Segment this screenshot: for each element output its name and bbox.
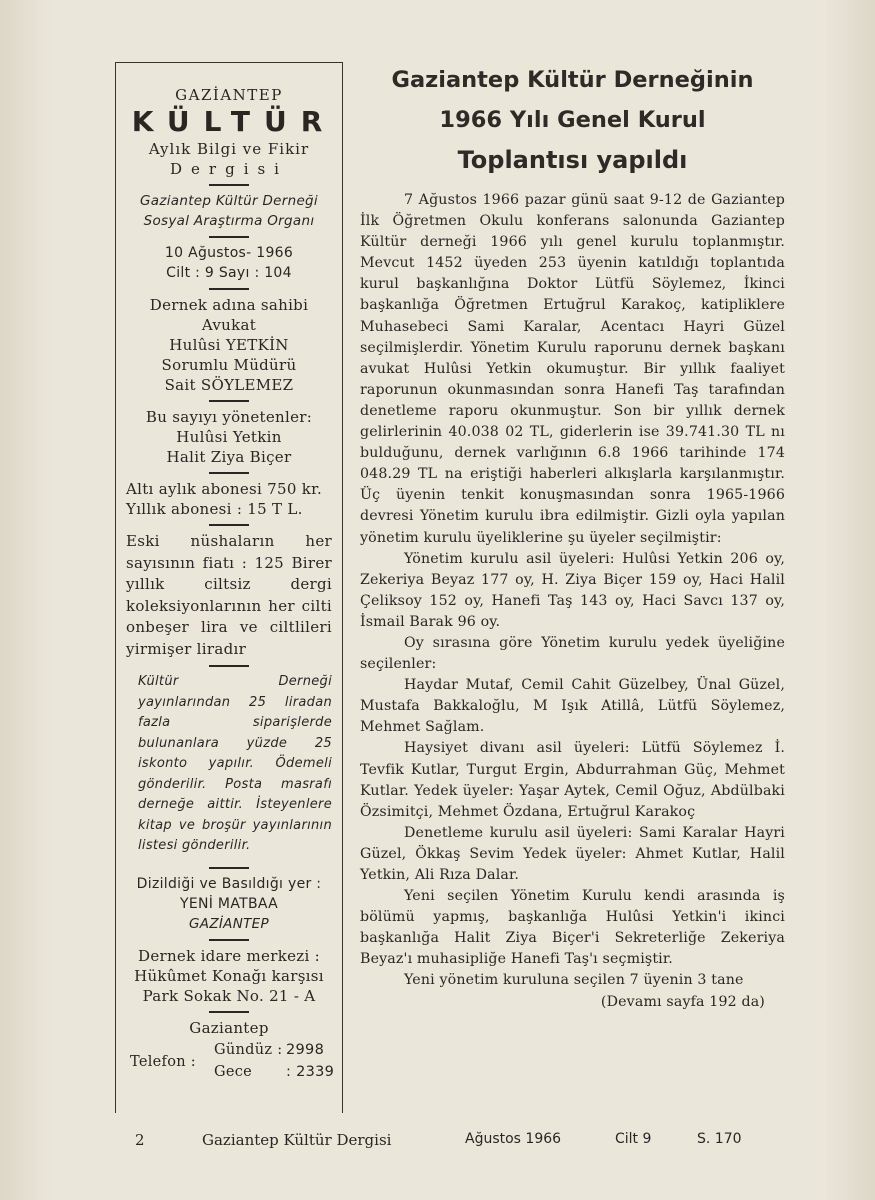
divider — [209, 288, 249, 290]
divider — [209, 939, 249, 941]
manager-2: Halit Ziya Biçer — [166, 448, 292, 466]
masthead-city: GAZİANTEP — [175, 86, 283, 104]
paragraph: Haysiyet divanı asil üyeleri: Lütfü Söylemez İ. Tevfik Kutlar, Turgut Ergin, Abdurrahman Güç, Mehmet Kutlar. Yedek üyeler: Yaşar Aytek, Cemil Oğuz, Abdülbaki Özsimitçi, Mehmet Özdana, Ertuğrul Karakoç — [360, 740, 785, 820]
masthead-column — [115, 62, 343, 1113]
hq-line-1: Hükûmet Konağı karşısı — [134, 966, 324, 985]
footer-journal: Gaziantep Kültür Dergisi — [202, 1131, 392, 1149]
hq-label: Dernek idare merkezi : — [138, 946, 320, 965]
headline-line-3: Toplantısı yapıldı — [457, 146, 688, 174]
owner-name: Hulûsi YETKİN — [169, 336, 289, 354]
hq-city: Gaziantep — [189, 1018, 269, 1037]
masthead-subtitle-2: Dergisi — [170, 160, 288, 178]
issue-volume: Cilt : 9 Sayı : 104 — [166, 265, 292, 281]
paragraph: Yönetim kurulu asil üyeleri: Hulûsi Yetkin 206 oy, Zekeriya Beyaz 177 oy, H. Ziya Biçer 159 oy, Haci Halil Çeliksoy 152 oy, Hanefi Taş 143 oy, Haci Savcı 137 oy, İsmail Barak 96 oy. — [360, 550, 785, 630]
printer-name: YENİ MATBAA — [179, 895, 279, 912]
subscription-6m: Altı aylık abonesi 750 kr. — [126, 480, 323, 498]
footer-page-ref: S. 170 — [697, 1131, 742, 1147]
article-body — [360, 190, 785, 1013]
paragraph: Yeni yönetim kuruluna seçilen 7 üyenin 3 tane — [404, 972, 744, 989]
telephone-day: 2998 — [286, 1041, 325, 1058]
paragraph: Haydar Mutaf, Cemil Cahit Güzelbey, Ünal Güzel, Mustafa Bakkaloğlu, M Işık Atillâ, Lütfü Söylemez, Mehmet Sağlam. — [360, 677, 785, 736]
owner-label: Dernek adına sahibi — [149, 296, 309, 314]
paragraph: Oy sırasına göre Yönetim kurulu yedek üyeliğine seçilenler: — [360, 634, 785, 673]
divider — [209, 867, 249, 869]
telephone-night-label: Gece — [214, 1063, 253, 1080]
footer-date: Ağustos 1966 — [465, 1131, 562, 1147]
printer-label: Dizildiği ve Basıldığı yer : — [136, 875, 322, 892]
telephone-day-label: Gündüz : — [214, 1041, 283, 1058]
divider — [209, 472, 249, 474]
paragraph: Yeni seçilen Yönetim Kurulu kendi arasında iş bölümü yapmış, başkanlığa Hulûsi Yetkin'i ikinci başkanlığa Halit Ziya Biçer'i Sekreterliğe Zekeriya Beyaz'ı muhasipliğe Hanefi Taş'ı seçmiştir. — [360, 888, 785, 968]
divider — [209, 1011, 249, 1013]
telephone-night: : 2339 — [286, 1063, 335, 1080]
manager-1: Hulûsi Yetkin — [176, 428, 282, 446]
masthead-title: KÜLTÜR — [131, 105, 337, 138]
owner-title: Avukat — [201, 316, 257, 334]
article — [360, 60, 785, 1013]
page-footer — [135, 1131, 775, 1155]
discount-note: Kültür Derneği yayınlarından 25 liradan fazla siparişlerde bulunanlara yüzde 25 iskonto yapılır. Ödemeli gönderilir. Posta masrafı derneğe aittir. İsteyenlere kitap ve broşür yayınlarının listesi gönderilir. — [138, 674, 332, 853]
old-issues-note: Eski nüshaların her sayısının fiatı : 125 Birer yıllık ciltsiz dergi koleksiyonlarının her cilti onbeşer lira ve ciltlileri yirmişer liradır — [126, 532, 332, 658]
headline-line-2: 1966 Yılı Genel Kurul — [439, 107, 706, 133]
masthead-org-2: Sosyal Araştırma Organı — [143, 213, 315, 229]
footer-volume: Cilt 9 — [615, 1131, 652, 1147]
editor-name: Sait SÖYLEMEZ — [164, 376, 294, 394]
managers-label: Bu sayıyı yönetenler: — [145, 408, 313, 426]
headline-line-1: Gaziantep Kültür Derneğinin — [391, 67, 754, 93]
hq-line-2: Park Sokak No. 21 - A — [142, 986, 316, 1005]
subscription-12m: Yıllık abonesi : 15 T L. — [126, 500, 303, 518]
masthead-subtitle: Aylık Bilgi ve Fikir — [148, 140, 310, 158]
divider — [209, 184, 249, 186]
editor-label: Sorumlu Müdürü — [161, 356, 297, 374]
divider — [209, 665, 249, 667]
telephone-block — [116, 1040, 342, 1088]
masthead-org: Gaziantep Kültür Derneği — [140, 193, 318, 209]
printer-city: GAZİANTEP — [189, 915, 269, 932]
paragraph: 7 Ağustos 1966 pazar günü saat 9-12 de Gaziantep İlk Öğretmen Okulu konferans salonunda Gaziantep Kültür derneği 1966 yılı genel kurulu toplanmıştır. Mevcut 1452 üyeden 253 üyenin katıldığı toplantıda kurul başkanlığına Doktor Lütfü Söylemez, İkinci başkanlığa Öğretmen Ertuğrul Karakoç, katipliklere Muhasebeci Sami Karalar, Acentacı Hayri Güzel seçilmişlerdir. Yönetim Kurulu raporunu dernek başkanı avukat Hulûsi Yetkin okumuştur. Bir yıllık faaliyet raporunun okunmasından sonra Hanefi Taş tarafından denetleme raporu okunmuştur. Son bir yıllık dernek gelirlerinin 40.038 02 TL, giderlerin ise 39.741.30 TL nı bulduğunu, dernek varlığının 6.8 1966 tarihinde 174 048.29 TL na eriştiği haberleri alkışlarla karşılanmıştır. Üç üyenin tenkit konuşmasından sonra 1965-1966 devresi Yönetim kurulu ibra edilmiştir. Gizli oyla yapılan yönetim kurulu üyeliklerine şu üyeler seçilmiştir: — [360, 192, 785, 546]
divider — [209, 524, 249, 526]
paragraph: Denetleme kurulu asil üyeleri: Sami Karalar Hayri Güzel, Ökkaş Sevim Yedek üyeler: Ahmet Kutlar, Halil Yetkin, Ali Rıza Dalar. — [360, 824, 785, 883]
page-number: 2 — [135, 1131, 145, 1149]
telephone-label: Telefon : — [130, 1053, 196, 1070]
issue-date: 10 Ağustos- 1966 — [164, 245, 294, 261]
divider — [209, 400, 249, 402]
continued-note: (Devamı sayfa 192 da) — [600, 993, 765, 1010]
divider — [209, 236, 249, 238]
